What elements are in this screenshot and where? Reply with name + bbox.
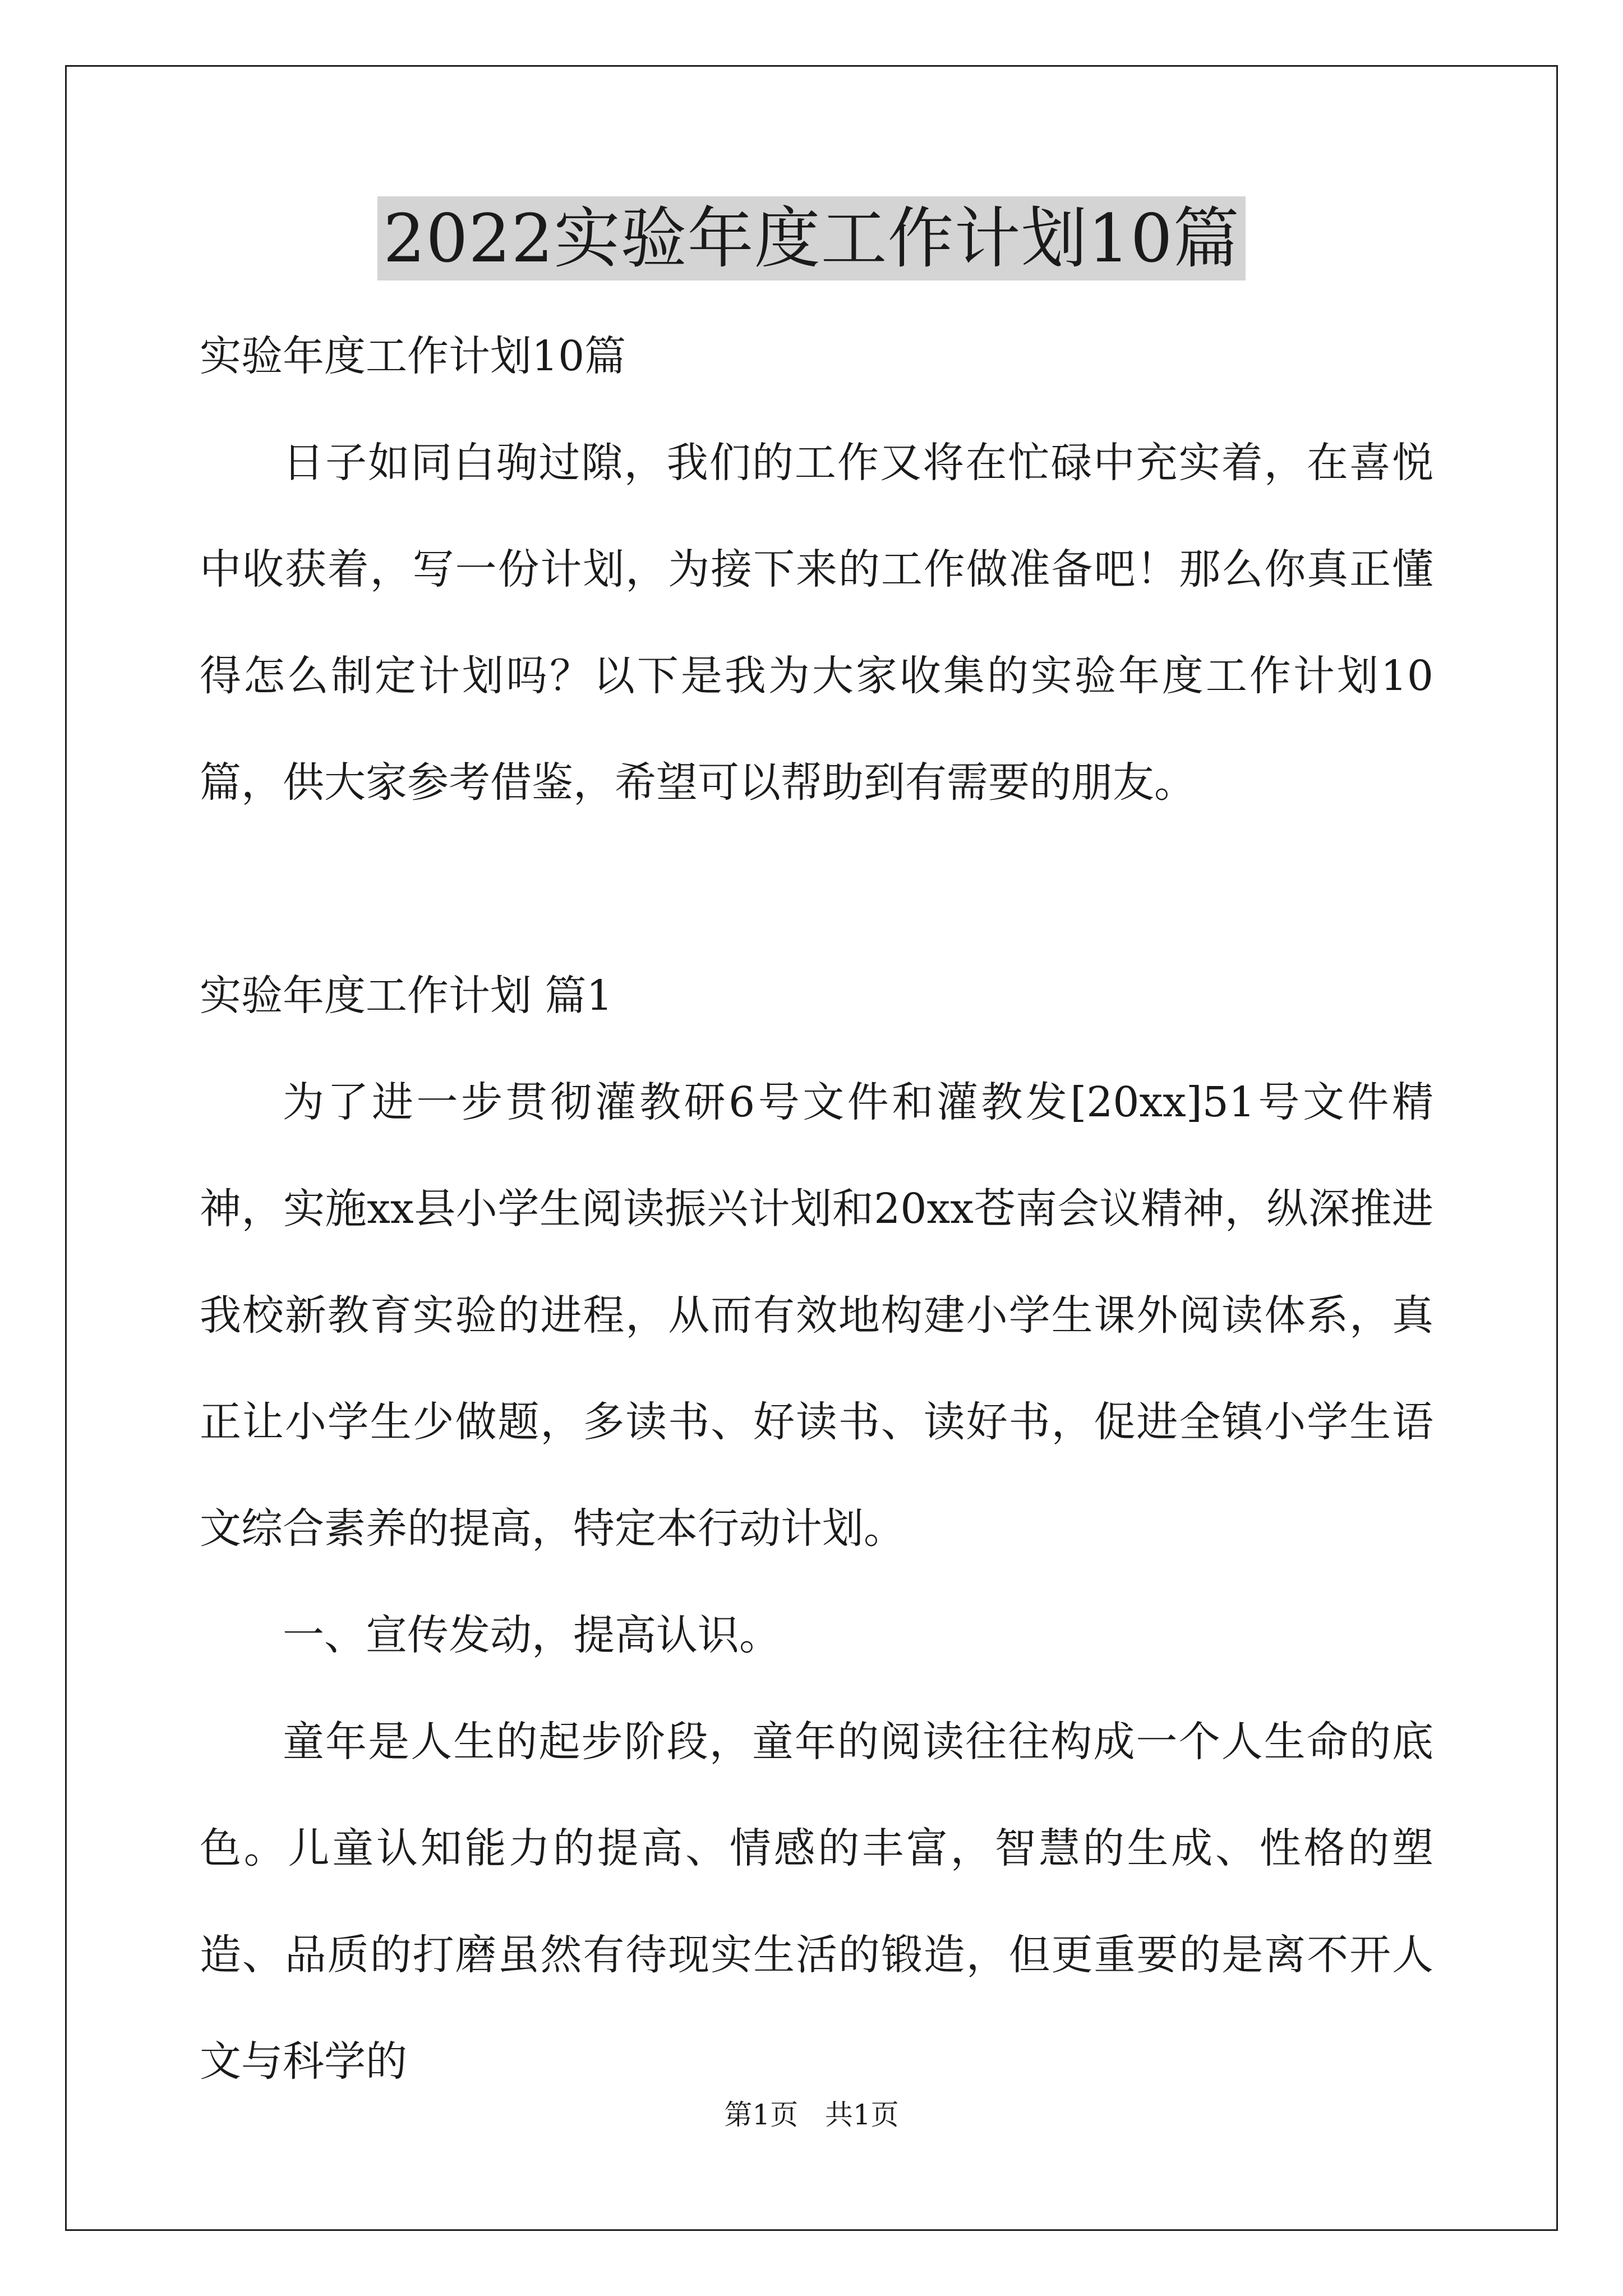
document-subtitle: 实验年度工作计划10篇	[200, 332, 626, 380]
document-body	[200, 303, 1433, 2115]
body-paragraph: 为了进一步贯彻灌教研6号文件和灌教发[20xx]51号文件精神，实施xx县小学生阅读振兴计划和20xx苍南会议精神，纵深推进我校新教育实验的进程，从而有效地构建小学生课外阅读体系，真正让小学生少做题，多读书、好读书、读好书，促进全镇小学生语文综合素养的提高，特定本行动计划。	[200, 1078, 1433, 1553]
intro-paragraph: 日子如同白驹过隙，我们的工作又将在忙碌中充实着，在喜悦中收获着，写一份计划，为接下来的工作做准备吧！那么你真正懂得怎么制定计划吗？以下是我为大家收集的实验年度工作计划10篇，供大家参考借鉴，希望可以帮助到有需要的朋友。	[200, 439, 1433, 807]
document-title: 2022实验年度工作计划10篇	[377, 196, 1245, 280]
section-heading: 实验年度工作计划 篇1	[200, 972, 613, 1020]
item-heading: 一、宣传发动，提高认识。	[283, 1611, 781, 1659]
body-paragraph: 童年是人生的起步阶段，童年的阅读往往构成一个人生命的底色。儿童认知能力的提高、情感的丰富，智慧的生成、性格的塑造、品质的打磨虽然有待现实生活的锻造，但更重要的是离不开人文与科学的	[200, 1718, 1433, 2086]
page-number-footer: 第1页 共1页	[724, 2099, 899, 2131]
title-container	[0, 196, 1623, 280]
